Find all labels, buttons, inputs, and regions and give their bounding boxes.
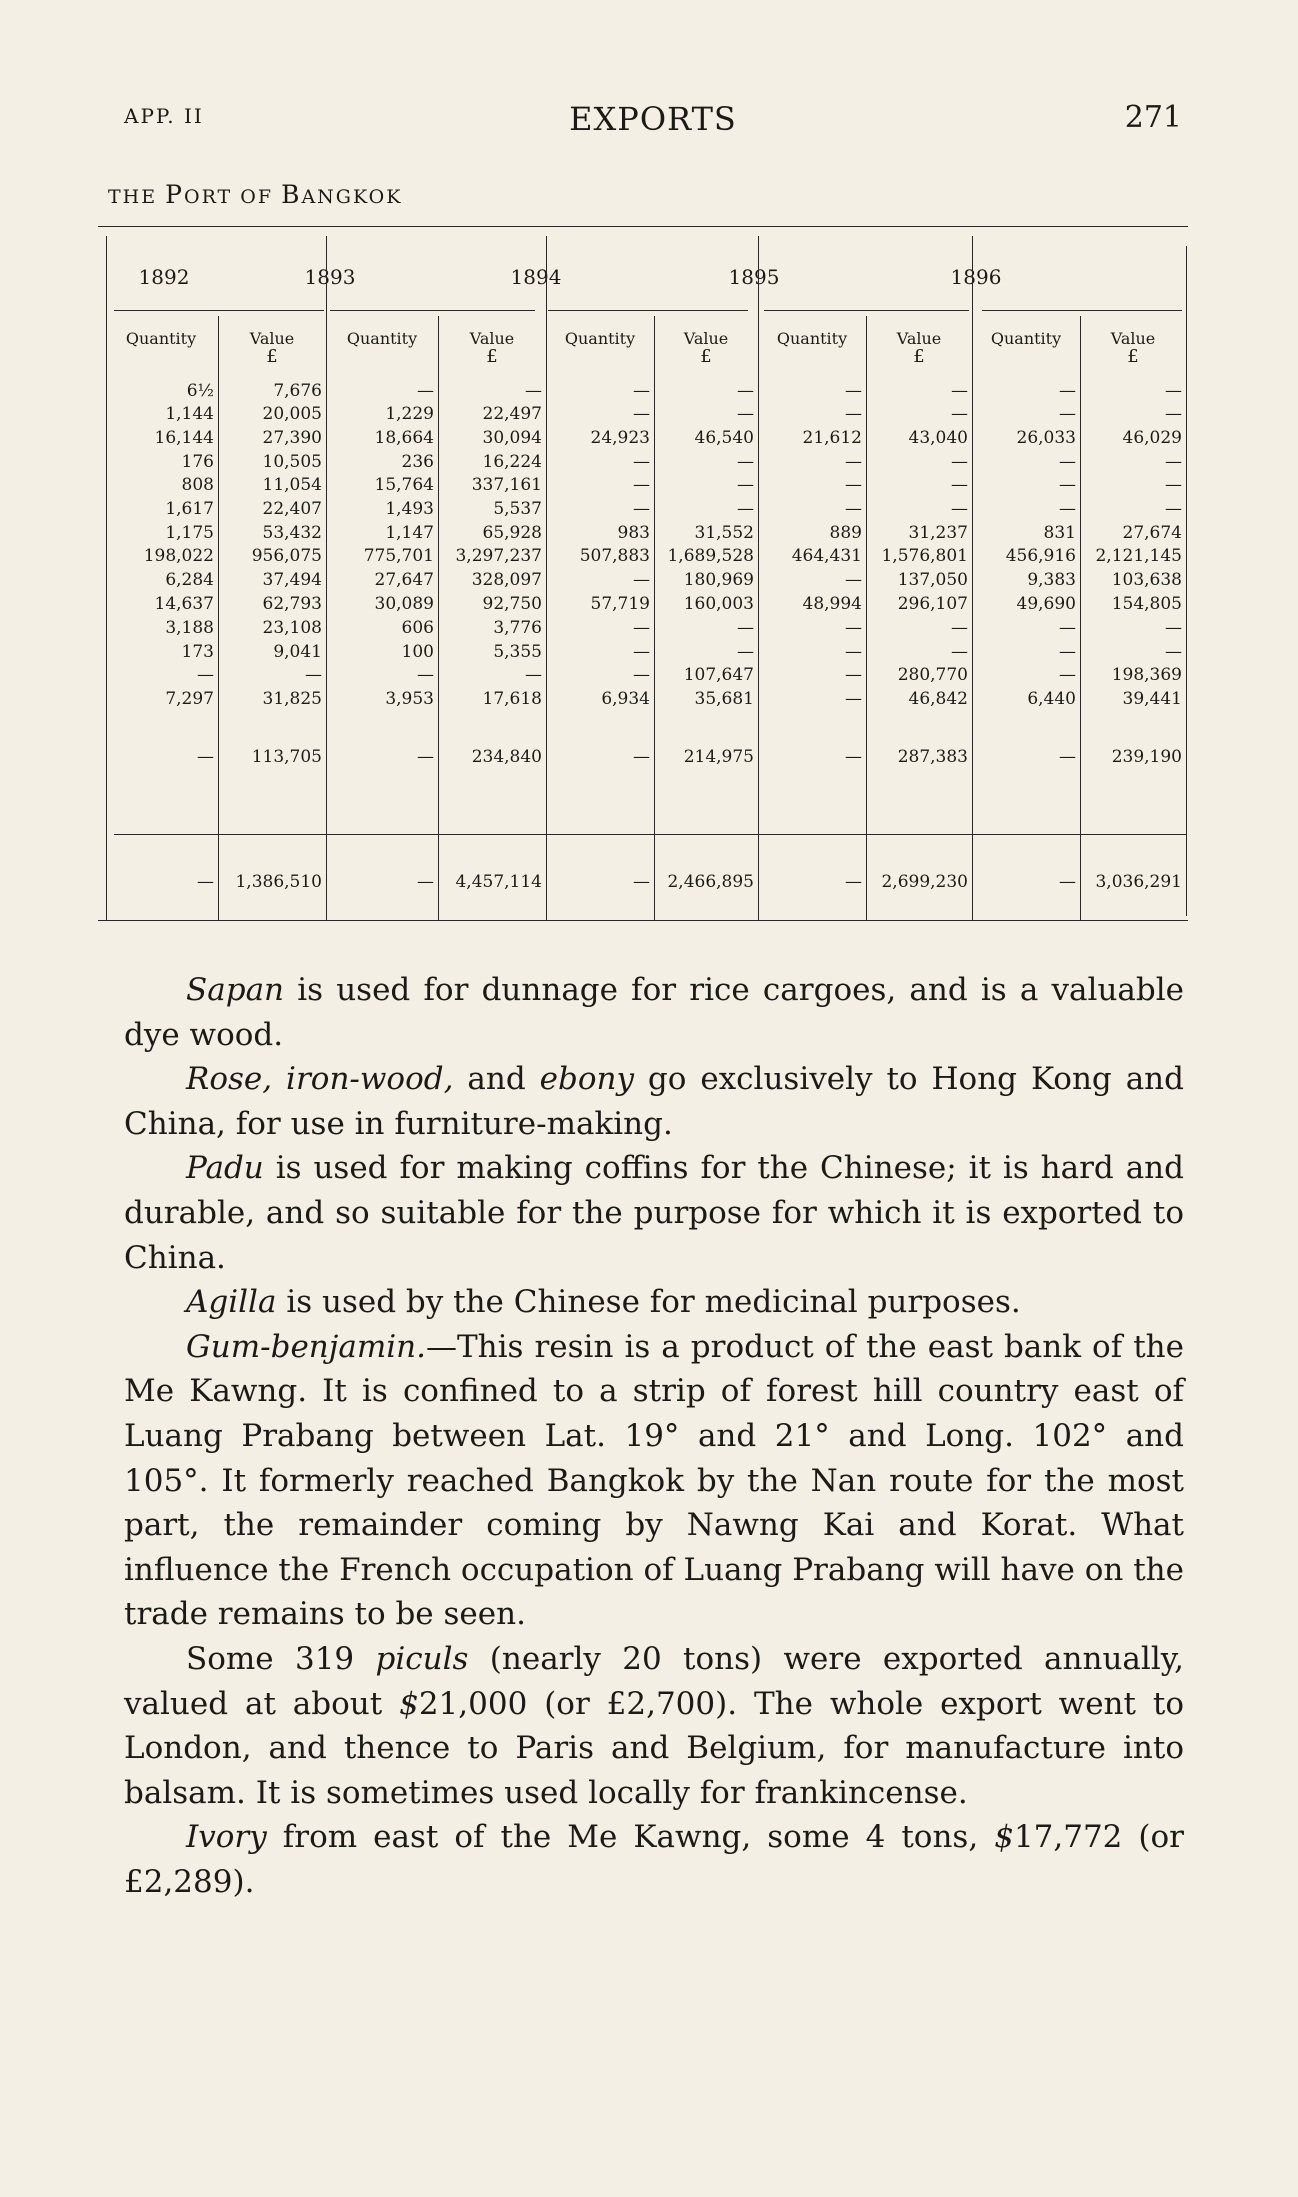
table-cell: 48,994	[802, 594, 862, 614]
table-cell: —	[845, 570, 862, 590]
table-cell: 31,825	[262, 689, 322, 709]
table-cell: —	[417, 381, 434, 401]
table-cell: —	[845, 404, 862, 424]
column-header-label: Value	[896, 329, 942, 348]
table-cell: 17,618	[482, 689, 542, 709]
column-header-value	[866, 330, 972, 366]
table-cell: —	[1059, 618, 1076, 638]
table-cell: 43,040	[908, 428, 968, 448]
table-cell: 92,750	[482, 594, 542, 614]
table-cell: 57,719	[590, 594, 650, 614]
table-cell: 198,369	[1111, 665, 1182, 685]
table-cell: —	[1165, 642, 1182, 662]
column-header-quantity	[326, 330, 438, 348]
total-cell: 1,386,510	[235, 872, 322, 892]
page-number: 271	[1124, 100, 1182, 135]
table-cell: 46,842	[908, 689, 968, 709]
table-cell: —	[417, 747, 434, 767]
table-cell: —	[951, 475, 968, 495]
table-cell: —	[737, 499, 754, 519]
table-cell: —	[951, 381, 968, 401]
table-cell: —	[1059, 452, 1076, 472]
rule-horizontal	[98, 226, 1188, 227]
table-cell: 6,440	[1027, 689, 1076, 709]
total-cell: 4,457,114	[455, 872, 542, 892]
table-cell: —	[951, 404, 968, 424]
table-cell: 808	[181, 475, 214, 495]
caption-word-the: THE	[108, 186, 158, 208]
table-cell: 176	[181, 452, 214, 472]
table-cell: —	[633, 665, 650, 685]
table-cell: 198,022	[143, 546, 214, 566]
paragraph	[124, 1325, 1184, 1637]
paragraph-text: 17,772 (or £2,289).	[124, 1819, 1184, 1900]
paragraph-text: go exclusively to Hong Kong and China, for use in furniture-making.	[124, 1061, 1184, 1142]
table-cell: 22,497	[482, 404, 542, 424]
table-cell: 606	[401, 618, 434, 638]
rule-horizontal	[114, 310, 324, 311]
table-cell: —	[1165, 381, 1182, 401]
table-cell: 287,383	[897, 747, 968, 767]
total-cell: 2,466,895	[667, 872, 754, 892]
table-cell: 1,617	[165, 499, 214, 519]
table-cell: 1,689,528	[667, 546, 754, 566]
table-cell: —	[633, 747, 650, 767]
pound-sign: £	[913, 346, 925, 367]
pound-sign: £	[1127, 346, 1139, 367]
table-cell: —	[1059, 642, 1076, 662]
column-header-value	[654, 330, 758, 366]
table-cell: 23,108	[262, 618, 322, 638]
table-cell: 3,297,237	[455, 546, 542, 566]
table-cell: 831	[1043, 523, 1076, 543]
paragraph	[124, 1280, 1184, 1325]
table-cell: 22,407	[262, 499, 322, 519]
table-cell: 464,431	[791, 546, 862, 566]
table-cell: 214,975	[683, 747, 754, 767]
running-header	[124, 100, 1182, 140]
rule-vertical	[1186, 246, 1187, 916]
table-cell: 3,188	[165, 618, 214, 638]
table-cell: —	[1165, 499, 1182, 519]
table-cell: 53,432	[262, 523, 322, 543]
table-cell: 5,355	[493, 642, 542, 662]
pound-sign: £	[266, 346, 278, 367]
table-cell: —	[633, 452, 650, 472]
column-header-label: Value	[249, 329, 295, 348]
table-cell: —	[845, 642, 862, 662]
appendix-label: APP. II	[124, 104, 204, 128]
table-cell: 7,676	[273, 381, 322, 401]
table-cell: 14,637	[154, 594, 214, 614]
column-header-quantity	[972, 330, 1080, 348]
rule-horizontal	[982, 310, 1182, 311]
table-cell: —	[305, 665, 322, 685]
total-cell: 2,699,230	[881, 872, 968, 892]
table-cell: 280,770	[897, 665, 968, 685]
table-cell: 49,690	[1016, 594, 1076, 614]
dollar-sign: $	[399, 1685, 419, 1722]
table-cell: 65,928	[482, 523, 542, 543]
column-header-label: Quantity	[346, 329, 418, 348]
table-cell: —	[737, 404, 754, 424]
table-cell: —	[951, 642, 968, 662]
table-cell: 456,916	[1005, 546, 1076, 566]
paragraph	[124, 1057, 1184, 1146]
paragraph-text: 21,000 (or £2,700). The whole export went to London, and thence to Paris and Belgium, for manufacture into balsam. It is sometimes used locally for frankincense.	[124, 1685, 1184, 1811]
table-cell: —	[737, 381, 754, 401]
caption-bangkok-rest: ANGKOK	[301, 186, 403, 208]
table-cell: 3,776	[493, 618, 542, 638]
table-cell: —	[1059, 665, 1076, 685]
table-cell: 39,441	[1122, 689, 1182, 709]
table-cell: 1,175	[165, 523, 214, 543]
table-cell: 9,383	[1027, 570, 1076, 590]
table-cell: 11,054	[262, 475, 322, 495]
total-cell: —	[417, 872, 434, 892]
column-header-label: Quantity	[125, 329, 197, 348]
paragraph-text: and	[453, 1061, 540, 1098]
table-cell: —	[633, 499, 650, 519]
paragraph	[124, 1815, 1184, 1904]
rule-horizontal	[548, 310, 748, 311]
paragraph	[124, 1146, 1184, 1280]
page-title: EXPORTS	[569, 100, 737, 138]
table-cell: —	[633, 570, 650, 590]
table-cell: 137,050	[897, 570, 968, 590]
year-header: 1896	[950, 265, 1002, 289]
table-cell: —	[737, 452, 754, 472]
paragraph-text: from east of the Me Kawng, some 4 tons,	[266, 1819, 995, 1856]
table-cell: —	[1165, 452, 1182, 472]
table-cell: —	[845, 499, 862, 519]
term-ivory: Ivory	[186, 1819, 267, 1856]
table-cell: 160,003	[683, 594, 754, 614]
year-header: 1894	[510, 265, 562, 289]
table-cell: —	[633, 404, 650, 424]
table-cell: —	[845, 747, 862, 767]
table-cell: 30,094	[482, 428, 542, 448]
table-cell: —	[1059, 475, 1076, 495]
table-cell: —	[845, 665, 862, 685]
table-cell: —	[845, 452, 862, 472]
table-cell: —	[197, 747, 214, 767]
rule-horizontal	[98, 920, 1188, 921]
table-cell: —	[1165, 404, 1182, 424]
table-cell: 15,764	[374, 475, 434, 495]
table-cell: —	[417, 665, 434, 685]
table-cell: 1,229	[385, 404, 434, 424]
table-cell: 24,923	[590, 428, 650, 448]
table-cell: —	[633, 642, 650, 662]
table-cell: 328,097	[471, 570, 542, 590]
rule-horizontal	[114, 834, 1186, 835]
table-cell: —	[633, 381, 650, 401]
table-cell: 9,041	[273, 642, 322, 662]
table-cell: —	[845, 475, 862, 495]
term-padu: Padu	[186, 1150, 264, 1187]
table-cell: —	[633, 618, 650, 638]
table-cell: 107,647	[683, 665, 754, 685]
column-header-value	[438, 330, 546, 366]
table-cell: 16,224	[482, 452, 542, 472]
column-header-value	[1080, 330, 1186, 366]
table-cell: 16,144	[154, 428, 214, 448]
column-header-quantity	[546, 330, 654, 348]
table-cell: 62,793	[262, 594, 322, 614]
table-cell: 46,029	[1122, 428, 1182, 448]
table-cell: 37,494	[262, 570, 322, 590]
column-header-label: Value	[1110, 329, 1156, 348]
table-cell: 180,969	[683, 570, 754, 590]
table-cell: 296,107	[897, 594, 968, 614]
paragraph-text: is used by the Chinese for medicinal purposes.	[276, 1284, 1021, 1321]
column-header-label: Value	[683, 329, 729, 348]
total-cell: —	[197, 872, 214, 892]
paragraph	[124, 1637, 1184, 1815]
term-sapan: Sapan	[186, 972, 285, 1008]
table-cell: —	[1059, 747, 1076, 767]
pound-sign: £	[700, 346, 712, 367]
table-cell: 27,390	[262, 428, 322, 448]
column-header-value	[218, 330, 326, 366]
year-header: 1893	[304, 265, 356, 289]
table-cell: 234,840	[471, 747, 542, 767]
column-header-quantity	[758, 330, 866, 348]
table-cell: 30,089	[374, 594, 434, 614]
table-cell: 103,638	[1111, 570, 1182, 590]
table-caption	[108, 180, 402, 209]
body-text	[124, 968, 1184, 1904]
table-cell: 6,284	[165, 570, 214, 590]
column-header-label: Value	[469, 329, 515, 348]
table-cell: —	[1059, 499, 1076, 519]
column-header-label: Quantity	[564, 329, 636, 348]
exports-table	[104, 226, 1186, 922]
term-rose: Rose, iron-wood,	[186, 1061, 454, 1098]
term-piculs: piculs	[375, 1640, 469, 1677]
table-cell: —	[1165, 618, 1182, 638]
table-cell: 27,647	[374, 570, 434, 590]
table-cell: 337,161	[471, 475, 542, 495]
table-cell: 1,147	[385, 523, 434, 543]
paragraph-text: —This resin is a product of the east bank of the Me Kawng. It is confined to a strip of forest hill country east of Luang Prabang between Lat. 19° and 21° and Long. 102° and 105°. It formerly reached Bangkok by the Nan route for the most part, the remainder coming by Nawng Kai and Korat. What influence the French occupation of Luang Prabang will have on the trade remains to be seen.	[124, 1328, 1184, 1633]
table-cell: —	[737, 475, 754, 495]
year-header: 1895	[728, 265, 780, 289]
paragraph-text: is used for making coffins for the Chinese; it is hard and durable, and so suitable for the purpose for which it is exported to China.	[124, 1150, 1184, 1276]
table-cell: —	[951, 452, 968, 472]
dollar-sign: $	[994, 1819, 1014, 1856]
table-cell: 1,144	[165, 404, 214, 424]
rule-horizontal	[330, 310, 535, 311]
table-cell: —	[951, 499, 968, 519]
table-cell: 507,883	[579, 546, 650, 566]
table-cell: 239,190	[1111, 747, 1182, 767]
table-cell: 2,121,145	[1095, 546, 1182, 566]
table-cell: 173	[181, 642, 214, 662]
table-cell: 20,005	[262, 404, 322, 424]
table-cell: 236	[401, 452, 434, 472]
table-cell: 983	[617, 523, 650, 543]
table-cell: 7,297	[165, 689, 214, 709]
table-cell: 113,705	[251, 747, 322, 767]
table-cell: —	[1059, 381, 1076, 401]
table-cell: 3,953	[385, 689, 434, 709]
table-cell: —	[525, 665, 542, 685]
paragraph-text: (nearly 20 tons) were exported annually, valued at about	[124, 1640, 1184, 1722]
year-header: 1892	[138, 265, 190, 289]
table-cell: —	[845, 381, 862, 401]
table-cell: 775,701	[363, 546, 434, 566]
table-cell: —	[951, 618, 968, 638]
paragraph-text: Some 319	[186, 1640, 376, 1677]
caption-port-rest: ORT OF	[184, 186, 274, 208]
table-cell: 26,033	[1016, 428, 1076, 448]
pound-sign: £	[486, 346, 498, 367]
caption-cap-b: B	[281, 180, 302, 209]
table-cell: —	[737, 618, 754, 638]
table-cell: 35,681	[694, 689, 754, 709]
table-cell: —	[845, 689, 862, 709]
paragraph	[124, 968, 1184, 1057]
table-cell: 154,805	[1111, 594, 1182, 614]
term-agilla: Agilla	[186, 1284, 277, 1321]
rule-horizontal	[764, 310, 969, 311]
table-cell: —	[1165, 475, 1182, 495]
table-cell: 27,674	[1122, 523, 1182, 543]
table-cell: 21,612	[802, 428, 862, 448]
table-cell: 1,576,801	[881, 546, 968, 566]
table-cell: —	[845, 618, 862, 638]
table-cell: 1,493	[385, 499, 434, 519]
paragraph-text: is used for dunnage for rice cargoes, and is a valuable dye wood.	[124, 972, 1184, 1053]
table-cell: 5,537	[493, 499, 542, 519]
caption-cap-p: P	[165, 180, 184, 209]
total-cell: —	[1059, 872, 1076, 892]
column-header-label: Quantity	[776, 329, 848, 348]
table-cell: 46,540	[694, 428, 754, 448]
table-cell: —	[633, 475, 650, 495]
total-cell: —	[845, 872, 862, 892]
total-cell: 3,036,291	[1095, 872, 1182, 892]
table-cell: —	[197, 665, 214, 685]
table-cell: 100	[401, 642, 434, 662]
table-cell: 889	[829, 523, 862, 543]
table-cell: 6,934	[601, 689, 650, 709]
term-ebony: ebony	[539, 1061, 634, 1098]
table-cell: —	[1059, 404, 1076, 424]
table-cell: 18,664	[374, 428, 434, 448]
table-cell: 10,505	[262, 452, 322, 472]
column-header-label: Quantity	[990, 329, 1062, 348]
term-gum-benjamin: Gum-benjamin.	[186, 1328, 426, 1365]
table-cell: 956,075	[251, 546, 322, 566]
table-cell: 31,552	[694, 523, 754, 543]
column-header-quantity	[104, 330, 218, 348]
table-cell: 6½	[186, 381, 214, 401]
table-cell: —	[737, 642, 754, 662]
total-cell: —	[633, 872, 650, 892]
table-cell: 31,237	[908, 523, 968, 543]
table-cell: —	[525, 381, 542, 401]
